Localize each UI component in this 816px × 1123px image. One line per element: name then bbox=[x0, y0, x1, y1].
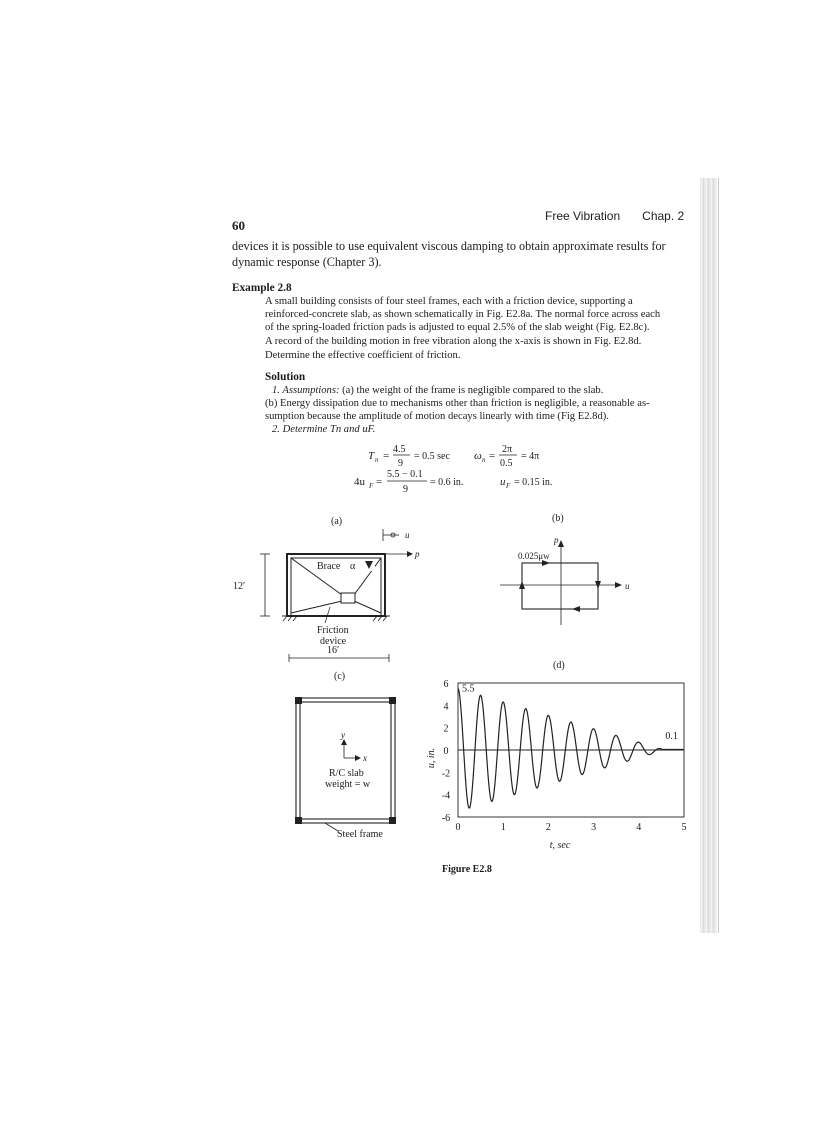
eq-uf-den: 9 bbox=[403, 484, 408, 494]
panel-c-slab-1: R/C slab bbox=[329, 768, 364, 779]
eq-tn-den: 9 bbox=[398, 458, 403, 469]
eq-tn-lhs: T bbox=[368, 450, 375, 462]
x-tick-label: 0 bbox=[455, 822, 461, 833]
panel-a-height: 12′ bbox=[233, 581, 246, 592]
eq-friction bbox=[354, 469, 552, 494]
eq-uf2-sub: F bbox=[506, 482, 511, 490]
x-tick-label: 5 bbox=[681, 822, 687, 833]
y-tick-label: -4 bbox=[441, 790, 451, 802]
panel-a-label: (a) bbox=[331, 516, 343, 527]
panel-d-label: (d) bbox=[553, 660, 565, 671]
panel-a-brace: Brace bbox=[317, 561, 341, 572]
example-line-3: of the spring-loaded friction pads is adjusted to equal 2.5% of the slab weight (Fig. E2.8c). bbox=[265, 322, 650, 333]
eq-period bbox=[368, 444, 450, 469]
running-header bbox=[545, 209, 684, 223]
figure-panel-a bbox=[225, 505, 435, 655]
chart-series-response bbox=[458, 689, 684, 808]
y-tick-label: -6 bbox=[441, 813, 451, 824]
example-line-2: reinforced-concrete slab, as shown schematically in Fig. E2.8a. The normal force across each bbox=[265, 309, 661, 320]
panel-d-annot-end: 0.1 bbox=[665, 730, 678, 742]
solution-title: Solution bbox=[265, 371, 306, 383]
eq-uf2-lhs: u bbox=[500, 476, 506, 488]
panel-b-force: 0.025μw bbox=[518, 551, 550, 561]
panel-b-p-label: p bbox=[554, 535, 559, 545]
eq-uf2-result: = 0.15 in. bbox=[514, 477, 553, 488]
eq-tn-result: = 0.5 sec bbox=[414, 451, 450, 462]
panel-a-width: 16′ bbox=[327, 645, 340, 655]
eq-tn-num: 4.5 bbox=[393, 444, 406, 455]
x-tick-label: 3 bbox=[591, 822, 597, 833]
panel-a-friction-1: Friction bbox=[317, 625, 349, 636]
eq-wn-sub: n bbox=[482, 456, 486, 464]
panel-c-slab-2: weight = w bbox=[325, 779, 371, 790]
panel-a-friction-2: device bbox=[320, 636, 347, 647]
y-tick-label: 4 bbox=[443, 701, 449, 713]
panel-c-label: (c) bbox=[334, 671, 346, 682]
panel-c-x-label: x bbox=[363, 753, 367, 763]
y-tick-label: -2 bbox=[441, 768, 451, 780]
x-tick-label: 1 bbox=[500, 822, 506, 833]
x-tick-label: 2 bbox=[545, 822, 551, 833]
svg-text:=: = bbox=[383, 450, 390, 462]
svg-text:=: = bbox=[489, 450, 496, 462]
example-line-4: A record of the building motion in free vibration along the x-axis is shown in Fig. E2.8d. bbox=[265, 336, 642, 347]
panel-d-ylabel: u, in. bbox=[426, 747, 437, 769]
panel-b-u-label: u bbox=[625, 581, 630, 591]
panel-c-y-label: y bbox=[341, 730, 345, 740]
figure-caption: Figure E2.8 bbox=[442, 864, 492, 875]
eq-wn-den: 0.5 bbox=[500, 458, 513, 469]
eq-wn-result: = 4π bbox=[521, 451, 540, 462]
example-title: Example 2.8 bbox=[232, 282, 292, 294]
chapter-label: Chap. 2 bbox=[642, 209, 685, 223]
panel-a-p-label: p bbox=[415, 549, 420, 559]
y-tick-label: 6 bbox=[443, 679, 449, 690]
svg-text:=: = bbox=[376, 476, 383, 488]
y-tick-label: 0 bbox=[443, 746, 449, 757]
example-line-5: Determine the effective coefficient of friction. bbox=[265, 350, 461, 361]
eq-wn-num: 2π bbox=[502, 444, 513, 455]
intro-line-2: dynamic response (Chapter 3). bbox=[232, 255, 382, 269]
eq-omega bbox=[474, 444, 539, 469]
panel-c-frame: Steel frame bbox=[337, 829, 383, 840]
y-tick-label: 2 bbox=[443, 723, 449, 735]
intro-line-1: devices it is possible to use equivalent viscous damping to obtain approximate results for bbox=[232, 239, 666, 253]
solution-item-1 bbox=[272, 384, 692, 397]
eq-tn-sub: n bbox=[375, 456, 379, 464]
scan-edge bbox=[700, 178, 717, 933]
panel-d-xlabel: t, sec bbox=[549, 840, 571, 851]
eq-uf-lhs: 4u bbox=[354, 476, 365, 488]
panel-b-label: (b) bbox=[552, 513, 564, 524]
assumptions-text: (a) the weight of the frame is negligible compared to the slab. bbox=[339, 385, 604, 396]
assumptions-label: 1. Assumptions: bbox=[272, 385, 340, 396]
determine-label: 2. Determine Tn and uF. bbox=[272, 424, 376, 435]
panel-d-annot-start: 5.5 bbox=[462, 683, 475, 695]
figure-panel-b bbox=[470, 505, 695, 625]
page-number: 60 bbox=[232, 218, 245, 233]
panel-a-width-dimension bbox=[285, 652, 395, 664]
solution-item-1-line-2: (b) Energy dissipation due to mechanisms other than friction is negligible, a reasonable as- bbox=[265, 398, 650, 409]
figure-panel-d bbox=[420, 655, 700, 855]
x-tick-label: 4 bbox=[636, 822, 642, 833]
example-line-1: A small building consists of four steel frames, each with a friction device, supporting a bbox=[265, 296, 633, 307]
panel-a-alpha: α bbox=[350, 561, 356, 572]
chapter-title: Free Vibration bbox=[545, 209, 621, 223]
solution-item-1-line-3: sumption because the amplitude of motion decays linearly with time (Fig E2.8d). bbox=[265, 411, 609, 422]
eq-wn-lhs: ω bbox=[474, 450, 482, 462]
eq-uf-result: = 0.6 in. bbox=[430, 477, 464, 488]
panel-a-u-label: u bbox=[405, 530, 410, 540]
figure-panel-c bbox=[285, 665, 415, 845]
eq-uf-num: 5.5 − 0.1 bbox=[387, 469, 423, 480]
eq-uf-sub: F bbox=[369, 482, 374, 490]
scan-line bbox=[718, 178, 719, 933]
equations bbox=[330, 432, 680, 494]
